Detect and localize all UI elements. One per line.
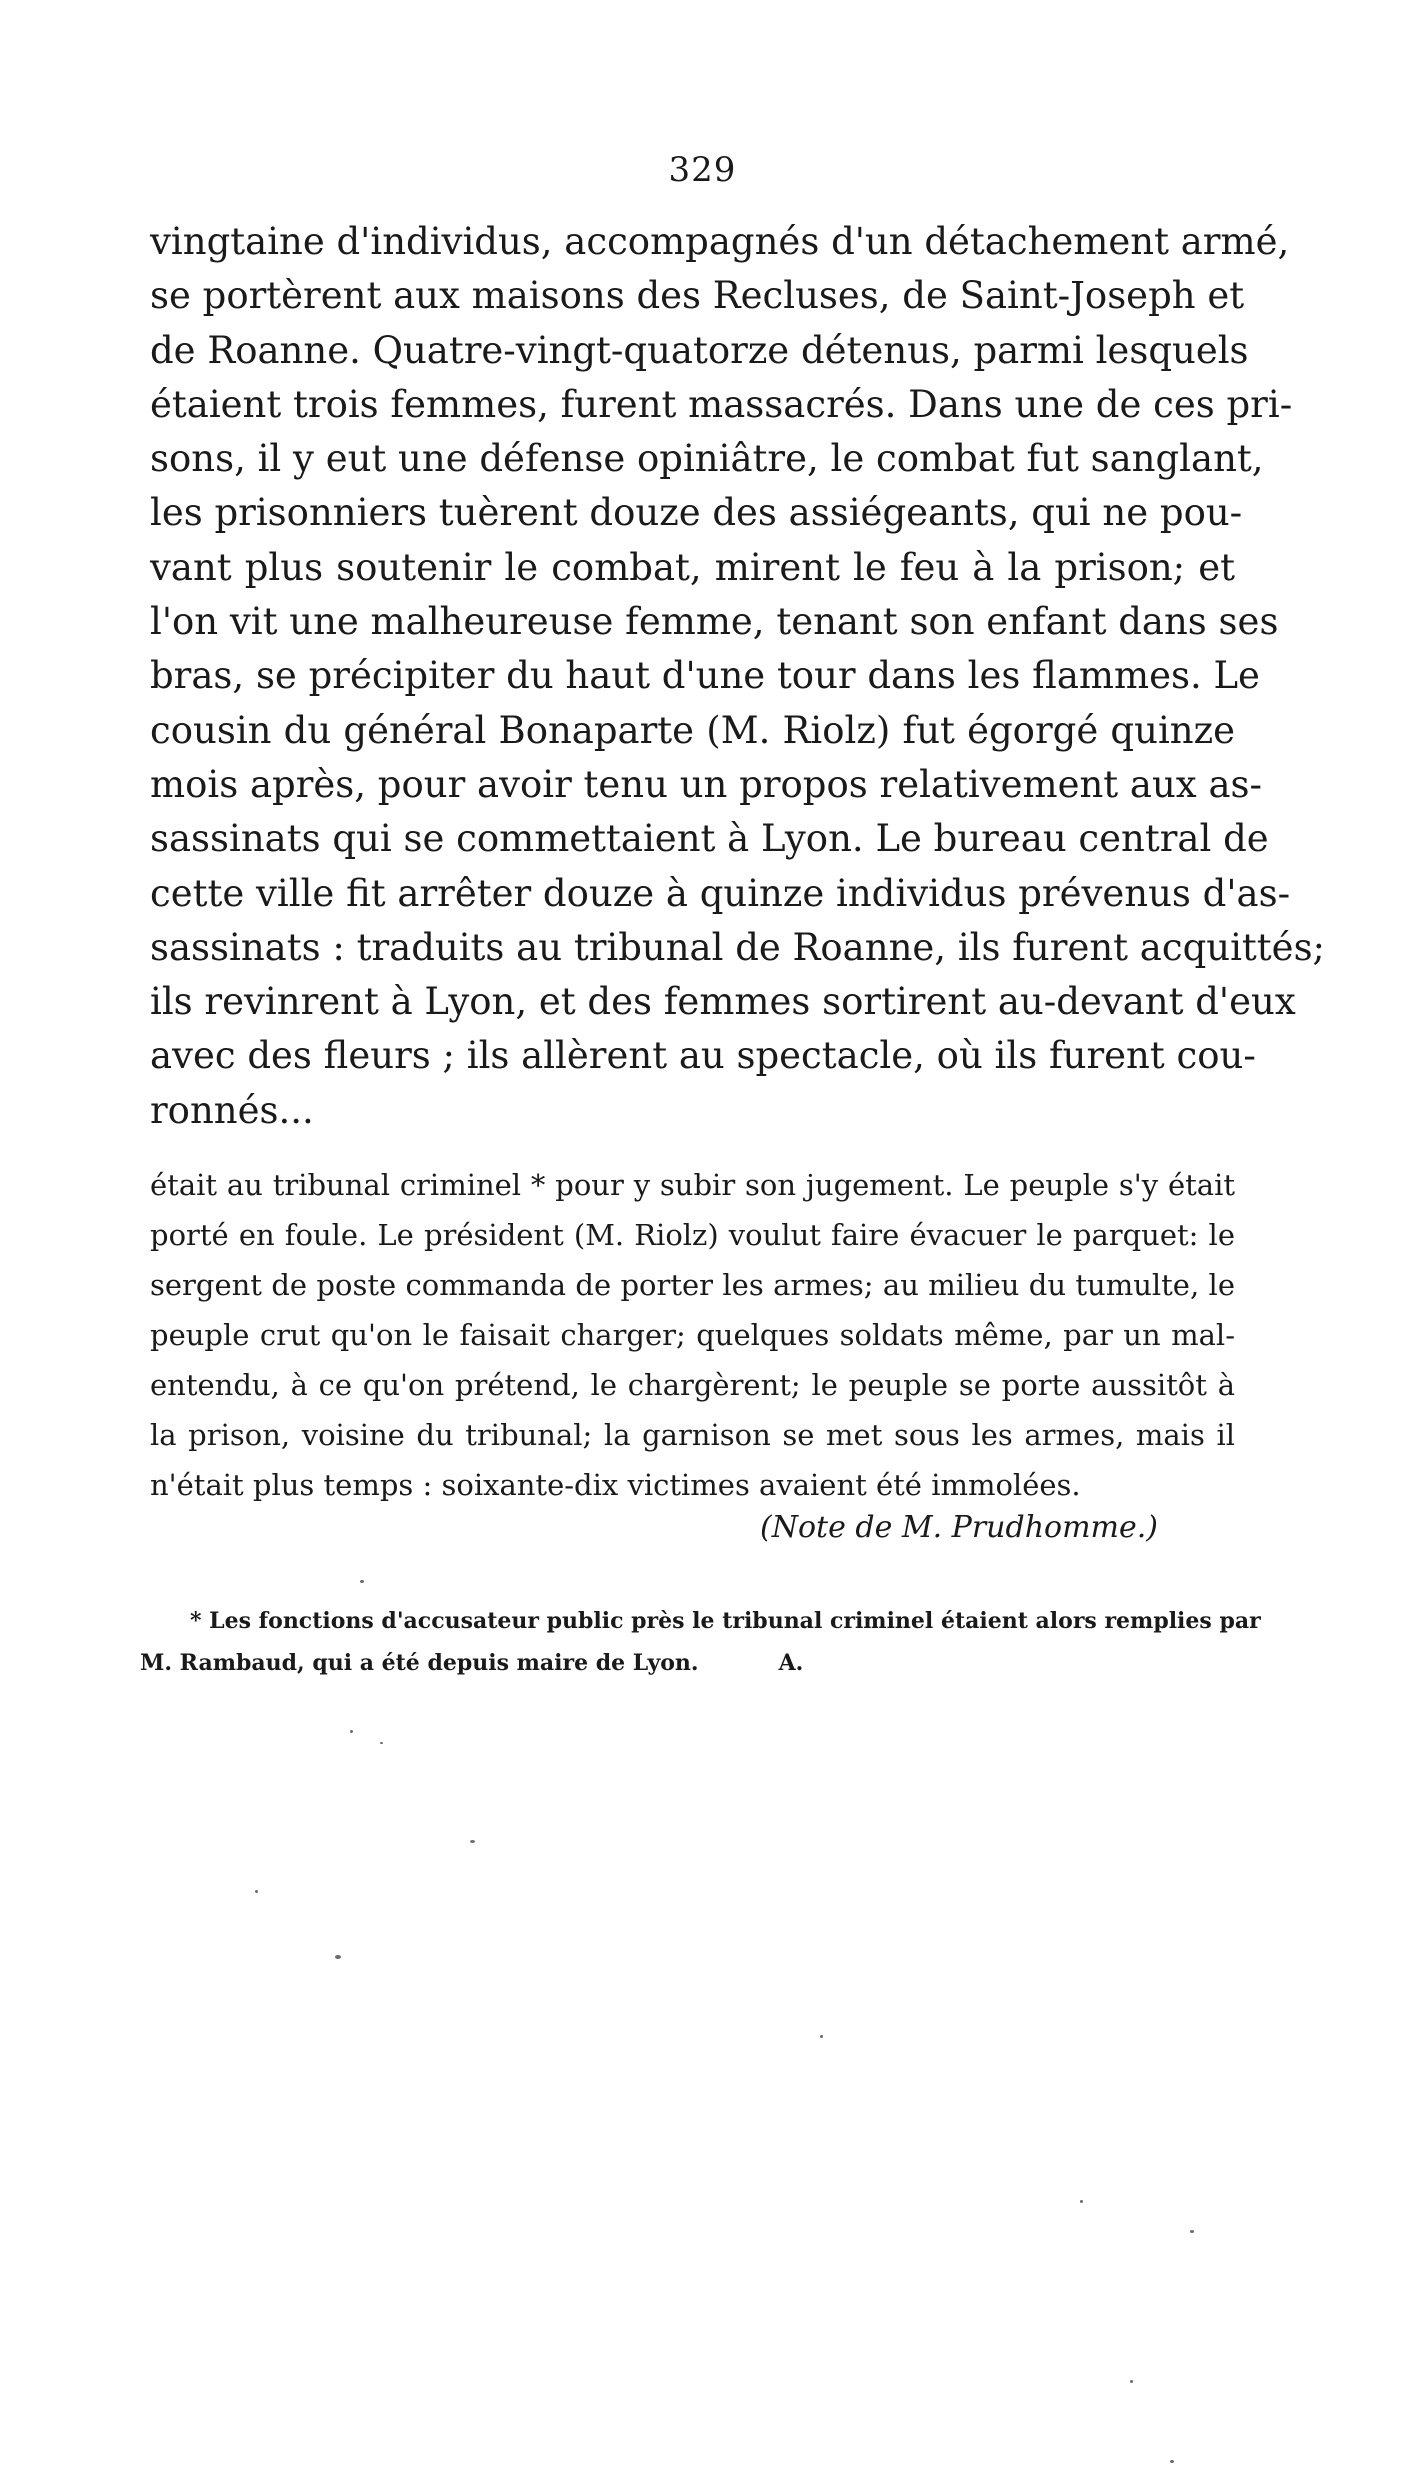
scan-speck xyxy=(350,1730,353,1733)
scan-speck xyxy=(380,1742,383,1744)
note-line: porté en foule. Le président (M. Riolz) voulut faire évacuer le parquet: le xyxy=(150,1218,1235,1252)
text-line: cette ville fit arrêter douze à quinze individus prévenus d'as- xyxy=(150,871,1291,915)
note-line: sergent de poste commanda de porter les armes; au milieu du tumulte, le xyxy=(150,1268,1235,1302)
text-line: étaient trois femmes, furent massacrés. Dans une de ces pri- xyxy=(150,382,1293,426)
footnote-signature-mark: A. xyxy=(778,1650,804,1676)
note-line: était au tribunal criminel * pour y subir son jugement. Le peuple s'y était xyxy=(150,1168,1235,1202)
text-line: ils revinrent à Lyon, et des femmes sortirent au-devant d'eux xyxy=(150,980,1296,1024)
text-line: vingtaine d'individus, accompagnés d'un détachement armé, xyxy=(150,220,1290,263)
note-line: n'était plus temps : soixante-dix victimes avaient été immolées. xyxy=(150,1468,1081,1502)
scan-speck xyxy=(1130,2380,1133,2383)
scan-speck xyxy=(820,2035,823,2038)
note-line: la prison, voisine du tribunal; la garnison se met sous les armes, mais il xyxy=(150,1418,1235,1452)
scan-speck xyxy=(1190,2230,1194,2233)
footnote-line-text: M. Rambaud, qui a été depuis maire de Lyon. xyxy=(140,1650,699,1676)
text-line: l'on vit une malheureuse femme, tenant son enfant dans ses xyxy=(150,600,1279,644)
text-line: les prisonniers tuèrent douze des assiégeants, qui ne pou- xyxy=(150,491,1243,535)
text-line: vant plus soutenir le combat, mirent le feu à la prison; et xyxy=(150,545,1235,589)
note-attribution: (Note de M. Prudhomme.) xyxy=(760,1510,1158,1545)
text-line: mois après, pour avoir tenu un propos relativement aux as- xyxy=(150,762,1262,806)
scan-speck xyxy=(255,1890,258,1893)
text-line: sassinats : traduits au tribunal de Roanne, ils furent acquittés; xyxy=(150,925,1326,969)
scan-speck xyxy=(1170,2460,1174,2463)
note-text-block xyxy=(150,1160,1235,1510)
text-line: bras, se précipiter du haut d'une tour dans les flammes. Le xyxy=(150,654,1260,698)
text-line: cousin du général Bonaparte (M. Riolz) fut égorgé quinze xyxy=(150,708,1235,752)
scan-speck xyxy=(335,1955,341,1959)
main-text-block xyxy=(150,215,1326,1138)
note-line: peuple crut qu'on le faisait charger; quelques soldats même, par un mal- xyxy=(150,1318,1235,1352)
note-line: entendu, à ce qu'on prétend, le chargèrent; le peuple se porte aussitôt à xyxy=(150,1368,1235,1402)
scan-speck xyxy=(360,1580,364,1583)
text-line: ronnés... xyxy=(150,1088,314,1132)
text-line: se portèrent aux maisons des Recluses, de Saint-Joseph et xyxy=(150,274,1245,318)
text-line: avec des fleurs ; ils allèrent au spectacle, où ils furent cou- xyxy=(150,1034,1256,1078)
page-number: 329 xyxy=(668,150,737,190)
text-line: sassinats qui se commettaient à Lyon. Le bureau central de xyxy=(150,817,1269,861)
scan-speck xyxy=(1080,2200,1083,2203)
text-line: de Roanne. Quatre-vingt-quatorze détenus, parmi lesquels xyxy=(150,328,1249,372)
footnote-line: * Les fonctions d'accusateur public près le tribunal criminel étaient alors remplies par xyxy=(190,1608,1261,1634)
scan-speck xyxy=(470,1840,475,1843)
footnote-line xyxy=(140,1642,1240,1684)
text-line: sons, il y eut une défense opiniâtre, le combat fut sanglant, xyxy=(150,437,1264,481)
footnote xyxy=(140,1600,1261,1684)
